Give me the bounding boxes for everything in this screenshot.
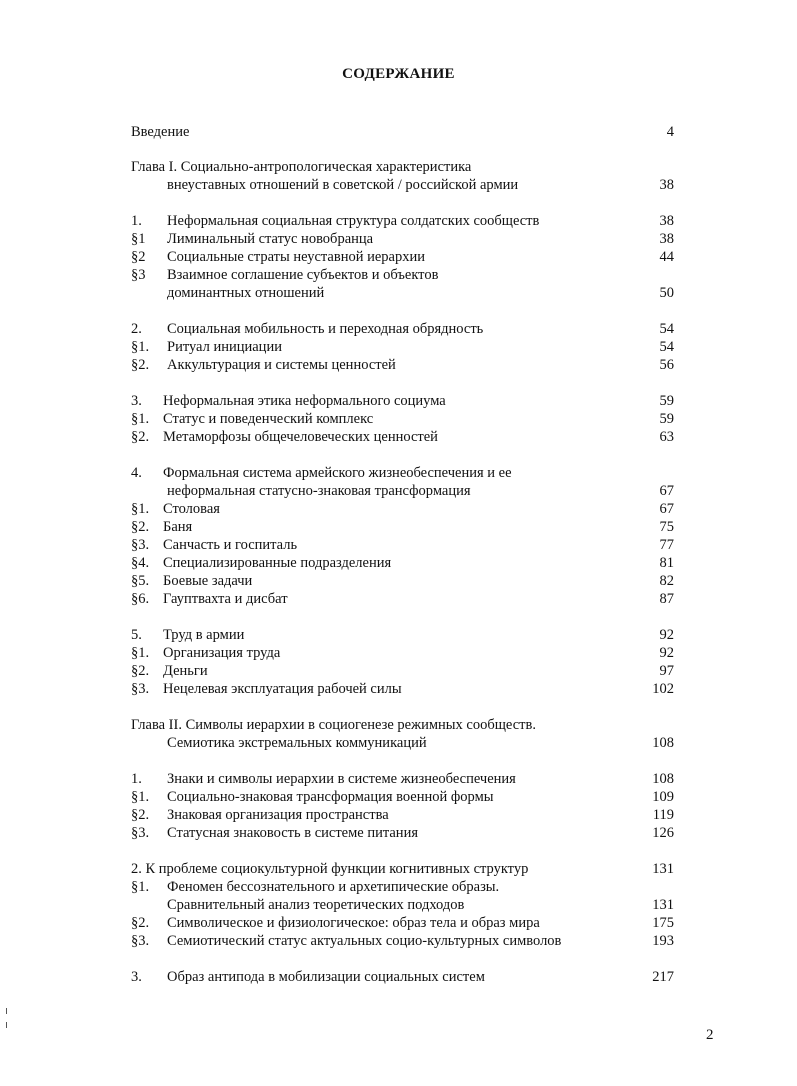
toc-title: Знаки и символы иерархии в системе жизнеобеспечения [167,771,516,787]
toc-number: §2. [131,807,150,823]
toc-page: 50 [659,285,674,301]
toc-page: 92 [659,645,674,661]
toc-title: Феномен бессознательного и архетипические образы. [167,879,500,895]
toc-page: 67 [659,501,674,517]
toc-page: 131 [652,897,674,913]
toc-page: 175 [652,915,674,931]
toc-title: Нецелевая эксплуатация рабочей силы [163,681,402,697]
toc-title: Социальные страты неуставной иерархии [167,249,425,265]
toc-page: 217 [652,969,674,985]
toc-number: §5. [131,573,150,589]
toc-number: §2. [131,519,150,535]
toc-title: Введение [131,124,190,140]
toc-title: Деньги [163,663,208,679]
toc-number: §3. [131,825,150,841]
toc-title: Неформальная социальная структура солдатских сообществ [167,213,540,229]
toc-number: §3. [131,681,150,697]
toc-number: 2. [131,321,142,337]
toc-page: 44 [659,249,674,265]
toc-number: §1. [131,339,150,355]
toc-number: §2. [131,663,150,679]
toc-page: 102 [652,681,674,697]
page-title: СОДЕРЖАНИЕ [342,66,455,82]
toc-page: 54 [659,339,674,355]
toc-page: 56 [659,357,674,373]
toc-number: §2. [131,915,150,931]
toc-page: 119 [652,807,674,823]
toc-title: Лиминальный статус новобранца [167,231,374,247]
toc-page: 92 [659,627,674,643]
toc-title: Столовая [163,501,220,517]
toc-title: Ритуал инициации [167,339,282,355]
toc-number: §3 [131,267,146,283]
toc-title: Глава II. Символы иерархии в социогенезе режимных сообществ. [131,717,536,733]
toc-number: 1. [131,771,142,787]
toc-page: 87 [659,591,674,607]
toc-title: Сравнительный анализ теоретических подходов [167,897,465,913]
toc-page: 67 [659,483,674,499]
toc-page: 97 [659,663,674,679]
toc-title: неформальная статусно-знаковая трансформация [167,483,471,499]
toc-title: Знаковая организация пространства [167,807,389,823]
toc-number: §1. [131,645,150,661]
toc-title: Баня [163,519,193,535]
toc-number: §6. [131,591,150,607]
toc-page: 38 [659,177,674,193]
toc-title: Образ антипода в мобилизации социальных систем [167,969,485,985]
toc-page: 75 [659,519,674,535]
toc-page: 82 [659,573,674,589]
toc-page: 59 [659,411,674,427]
toc-title: Боевые задачи [163,573,253,589]
toc-title: Аккультурация и системы ценностей [167,357,396,373]
toc-title: Семиотика экстремальных коммуникаций [167,735,427,751]
toc-title: Социально-знаковая трансформация военной формы [167,789,494,805]
toc-title: Метаморфозы общечеловеческих ценностей [163,429,438,445]
page-number: 2 [706,1027,714,1043]
toc-page: 108 [652,771,674,787]
scan-mark [6,1022,7,1028]
toc-page: 38 [659,213,674,229]
toc-number: 3. [131,393,142,409]
toc-title: внеуставных отношений в советской / российской армии [167,177,519,193]
toc-number: §1. [131,879,150,895]
toc-page: 59 [659,393,674,409]
toc-title: Санчасть и госпиталь [163,537,298,553]
toc-title: Специализированные подразделения [163,555,392,571]
toc-title: Формальная система армейского жизнеобеспечения и ее [163,465,512,481]
toc-number: §3. [131,537,150,553]
toc-number: §2 [131,249,146,265]
toc-title: Семиотический статус актуальных социо-культурных символов [167,933,562,949]
toc-number: 1. [131,213,142,229]
toc-title: Символическое и физиологическое: образ тела и образ мира [167,915,540,931]
toc-title: доминантных отношений [167,285,325,301]
toc-number: §1 [131,231,146,247]
toc-page: 54 [659,321,674,337]
toc-title: 2. К проблеме социокультурной функции когнитивных структур [131,861,529,877]
toc-page: 109 [652,789,674,805]
toc-number: §4. [131,555,150,571]
toc-title: Труд в армии [163,627,245,643]
toc-number: §2. [131,357,150,373]
toc-number: §3. [131,933,150,949]
toc-number: §1. [131,789,150,805]
scan-mark [6,1008,7,1014]
toc-title: Гауптвахта и дисбат [163,591,288,607]
toc-page: 63 [659,429,674,445]
toc-number: §1. [131,501,150,517]
toc-title: Взаимное соглашение субъектов и объектов [167,267,439,283]
toc-number: 4. [131,465,142,481]
toc-number: 3. [131,969,142,985]
toc-title: Глава I. Социально-антропологическая характеристика [131,159,472,175]
toc-page: 131 [652,861,674,877]
toc-page: 4 [666,124,674,140]
toc-number: 5. [131,627,142,643]
toc-title: Социальная мобильность и переходная обрядность [167,321,484,337]
toc-page: 38 [659,231,674,247]
toc-page: 77 [659,537,674,553]
toc-title: Неформальная этика неформального социума [163,393,446,409]
toc-title: Организация труда [163,645,281,661]
toc-number: §2. [131,429,150,445]
toc-title: Статусная знаковость в системе питания [167,825,418,841]
toc-title: Статус и поведенческий комплекс [163,411,374,427]
toc-page: 126 [652,825,674,841]
toc-page: 108 [652,735,674,751]
toc-page: 81 [659,555,674,571]
toc-number: §1. [131,411,150,427]
toc-page: 193 [652,933,674,949]
